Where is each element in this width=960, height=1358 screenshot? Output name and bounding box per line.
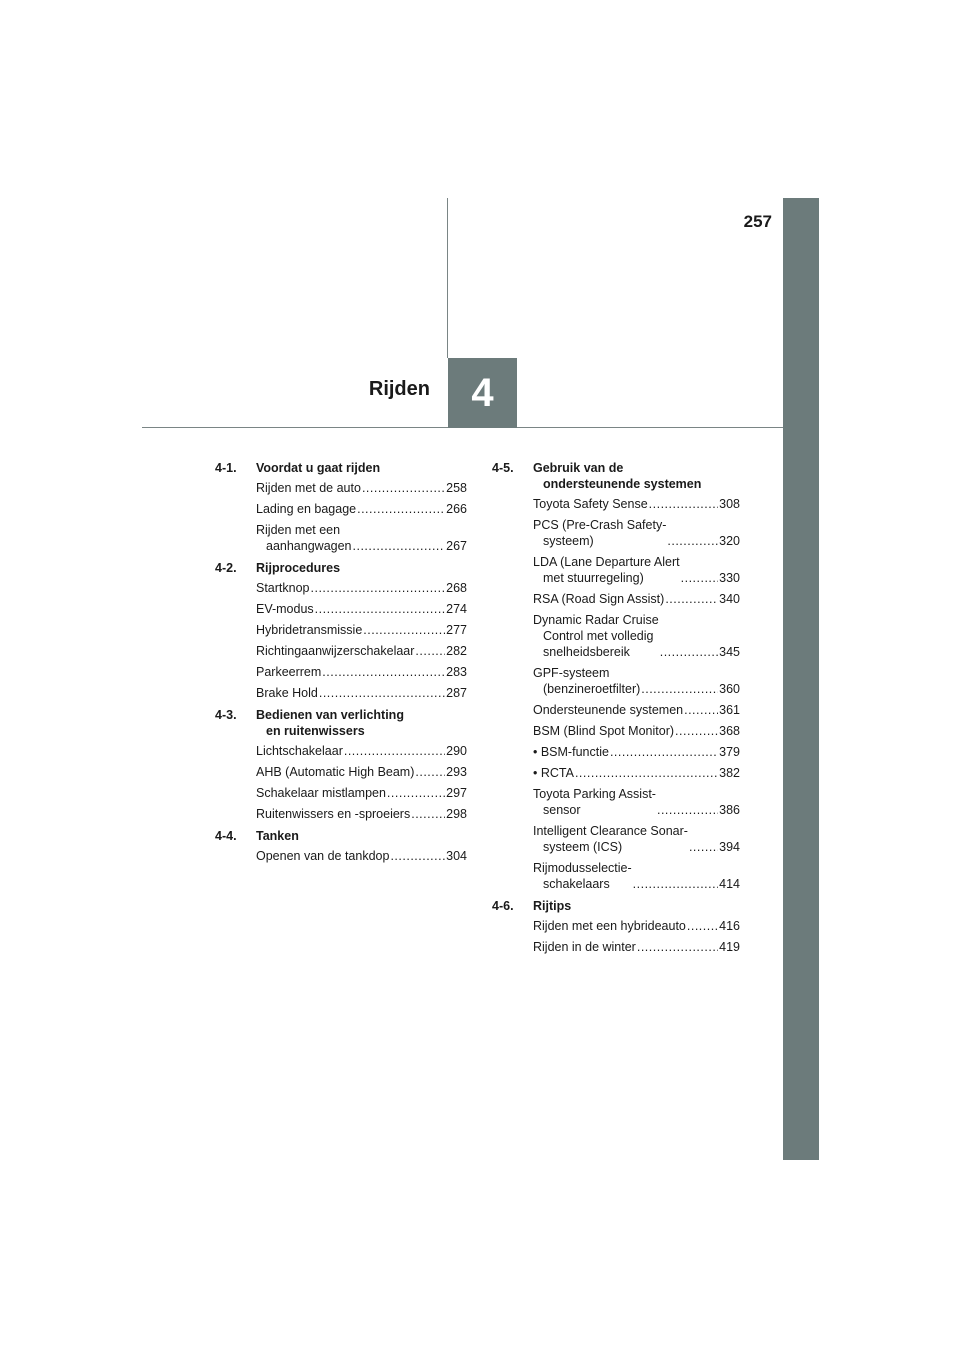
entry-text <box>533 517 666 549</box>
chapter-title: Rijden <box>368 378 430 400</box>
entry-text <box>533 554 680 586</box>
entry-text-line: Rijmodusselectie- <box>533 861 632 875</box>
entry-text <box>256 522 352 554</box>
entry-text-line: (benzineroetfilter) <box>543 682 641 696</box>
entry-text <box>533 496 648 512</box>
entry-page-number: 287 <box>446 686 467 700</box>
toc-entry[interactable] <box>256 501 467 517</box>
entry-text <box>533 612 659 660</box>
toc-entry[interactable] <box>533 786 740 818</box>
entry-text <box>256 685 318 701</box>
toc-section <box>215 828 467 864</box>
entry-text-line: Dynamic Radar Cruise <box>533 613 659 627</box>
entry-text-line: • BSM-functie <box>533 745 609 759</box>
entry-page-number: 379 <box>719 745 740 759</box>
dot-leader <box>357 501 445 517</box>
entry-page-number: 258 <box>446 481 467 495</box>
entry-text-line: Rijden in de winter <box>533 940 636 954</box>
dot-leader <box>319 685 445 701</box>
entry-page-number: 340 <box>719 592 740 606</box>
entry-text-line: LDA (Lane Departure Alert <box>533 555 680 569</box>
entry-text-line: AHB (Automatic High Beam) <box>256 765 415 779</box>
dot-leader <box>415 764 445 780</box>
entry-text <box>256 806 410 822</box>
entry-text <box>256 622 362 638</box>
entry-page-number: 290 <box>446 744 467 758</box>
entry-page-number: 304 <box>446 849 467 863</box>
entry-text-line: PCS (Pre-Crash Safety- <box>533 518 667 532</box>
section-number: 4-3. <box>215 708 237 722</box>
toc-column-right <box>492 460 740 961</box>
dot-leader <box>344 743 445 759</box>
dot-leader <box>637 939 718 955</box>
toc-entry[interactable] <box>256 685 467 701</box>
dot-leader <box>667 533 718 549</box>
entry-page-number: 283 <box>446 665 467 679</box>
entry-text <box>533 860 632 892</box>
entry-text <box>533 723 674 739</box>
dot-leader <box>610 744 718 760</box>
entry-page-number: 330 <box>719 571 740 585</box>
toc-entry[interactable] <box>533 860 740 892</box>
section-heading <box>215 828 467 844</box>
dot-leader <box>633 876 718 892</box>
entry-text-line: Startknop <box>256 581 310 595</box>
entry-text-line: systeem) <box>543 534 594 548</box>
entry-text-line: Lichtschakelaar <box>256 744 343 758</box>
entry-text <box>256 764 414 780</box>
entry-text-line: Rijden met de auto <box>256 481 361 495</box>
entry-page-number: 297 <box>446 786 467 800</box>
entry-page-number: 361 <box>719 703 740 717</box>
dot-leader <box>415 643 445 659</box>
chapter-number-box <box>448 358 517 428</box>
toc-entry[interactable] <box>256 480 467 496</box>
dot-leader <box>657 802 718 818</box>
dot-leader <box>641 681 718 697</box>
entry-text-line: Rijden met een hybrideauto <box>533 919 686 933</box>
toc-entry[interactable] <box>256 643 467 659</box>
entry-text-line: Openen van de tankdop <box>256 849 390 863</box>
dot-leader <box>387 785 445 801</box>
entry-text <box>533 702 683 718</box>
dot-leader <box>311 580 446 596</box>
toc-entry[interactable] <box>533 918 740 934</box>
section-number: 4-1. <box>215 461 237 475</box>
toc-entry[interactable] <box>533 765 740 781</box>
entry-text-line: Control met volledig <box>543 629 654 643</box>
entry-page-number: 360 <box>719 682 740 696</box>
entry-text-line: Toyota Safety Sense <box>533 497 648 511</box>
entry-page-number: 267 <box>446 539 467 553</box>
section-number: 4-6. <box>492 899 514 913</box>
vertical-divider <box>447 198 448 358</box>
toc-entry[interactable] <box>256 764 467 780</box>
entry-text-line: Parkeerrem <box>256 665 322 679</box>
toc-entry[interactable] <box>256 848 467 864</box>
section-title <box>256 828 467 844</box>
section-title-line: Rijprocedures <box>256 561 341 575</box>
toc-section <box>492 460 740 892</box>
entry-text-line: Brake Hold <box>256 686 318 700</box>
entry-text <box>256 501 356 517</box>
toc-entry[interactable] <box>256 580 467 596</box>
entry-page-number: 274 <box>446 602 467 616</box>
entry-text-line: systeem (ICS) <box>543 840 623 854</box>
dot-leader <box>363 622 445 638</box>
section-heading <box>492 898 740 914</box>
toc-section <box>215 460 467 554</box>
dot-leader <box>315 601 445 617</box>
section-title-line: ondersteunende systemen <box>543 477 702 491</box>
dot-leader <box>390 848 445 864</box>
toc-entry[interactable] <box>533 823 740 855</box>
dot-leader <box>660 644 718 660</box>
entry-page-number: 266 <box>446 502 467 516</box>
entry-page-number: 382 <box>719 766 740 780</box>
toc-entry[interactable] <box>256 743 467 759</box>
dot-leader <box>362 480 445 496</box>
toc-entry[interactable] <box>533 744 740 760</box>
dot-leader <box>681 570 719 586</box>
entry-text-line: Intelligent Clearance Sonar- <box>533 824 688 838</box>
toc-entry[interactable] <box>533 517 740 549</box>
entry-text-line: Rijden met een <box>256 523 341 537</box>
dot-leader <box>689 839 718 855</box>
entry-text <box>533 786 656 818</box>
dot-leader <box>411 806 445 822</box>
dot-leader <box>684 702 718 718</box>
entry-text-line: Ruitenwissers en -sproeiers <box>256 807 411 821</box>
entry-page-number: 368 <box>719 724 740 738</box>
entry-page-number: 394 <box>719 840 740 854</box>
entry-text-line: Lading en bagage <box>256 502 357 516</box>
entry-text <box>533 665 640 697</box>
dot-leader <box>675 723 718 739</box>
entry-page-number: 298 <box>446 807 467 821</box>
toc-entry[interactable] <box>533 612 740 660</box>
toc-entry[interactable] <box>256 522 467 554</box>
entry-text-line: sensor <box>543 803 581 817</box>
entry-page-number: 282 <box>446 644 467 658</box>
entry-text-line: schakelaars <box>543 877 610 891</box>
toc-section <box>215 707 467 822</box>
dot-leader <box>687 918 718 934</box>
section-heading <box>215 707 467 739</box>
entry-text-line: GPF-systeem <box>533 666 610 680</box>
section-number: 4-5. <box>492 461 514 475</box>
entry-text-line: • RCTA <box>533 766 574 780</box>
entry-text <box>533 918 686 934</box>
toc-entry[interactable] <box>533 496 740 512</box>
entry-page-number: 414 <box>719 877 740 891</box>
toc-entry[interactable] <box>533 591 740 607</box>
entry-page-number: 268 <box>446 581 467 595</box>
section-title-line: Voordat u gaat rijden <box>256 461 381 475</box>
chapter-side-tab <box>783 198 819 1160</box>
entry-page-number: 345 <box>719 645 740 659</box>
section-title <box>256 560 467 576</box>
entry-text <box>256 480 361 496</box>
chapter-number: 4 <box>471 370 494 415</box>
entry-text-line: aanhangwagen <box>266 539 352 553</box>
entry-text <box>533 744 609 760</box>
entry-page-number: 277 <box>446 623 467 637</box>
entry-page-number: 320 <box>719 534 740 548</box>
section-title-line: Rijtips <box>533 899 572 913</box>
entry-text-line: snelheidsbereik <box>543 645 630 659</box>
entry-text <box>256 664 321 680</box>
section-title-line: Gebruik van de <box>533 461 624 475</box>
toc-entry[interactable] <box>256 601 467 617</box>
section-title-line: en ruitenwissers <box>266 724 365 738</box>
page-number: 257 <box>743 212 772 231</box>
toc-column-left <box>215 460 467 870</box>
entry-text <box>256 743 343 759</box>
entry-text <box>256 580 310 596</box>
toc-entry[interactable] <box>533 702 740 718</box>
section-number: 4-2. <box>215 561 237 575</box>
entry-text <box>256 848 389 864</box>
entry-page-number: 308 <box>719 497 740 511</box>
toc-entry[interactable] <box>256 785 467 801</box>
section-number: 4-4. <box>215 829 237 843</box>
section-title <box>533 898 740 914</box>
entry-text <box>256 643 414 659</box>
section-title-line: Bedienen van verlichting <box>256 708 404 722</box>
entry-text-line: met stuurregeling) <box>543 571 644 585</box>
toc-section <box>492 898 740 955</box>
section-title-line: Tanken <box>256 829 299 843</box>
entry-text <box>533 591 664 607</box>
dot-leader <box>665 591 718 607</box>
entry-page-number: 386 <box>719 803 740 817</box>
toc-entry[interactable] <box>256 622 467 638</box>
entry-text-line: Toyota Parking Assist- <box>533 787 656 801</box>
dot-leader <box>575 765 718 781</box>
toc-entry[interactable] <box>533 939 740 955</box>
entry-text-line: Ondersteunende systemen <box>533 703 684 717</box>
section-heading <box>492 460 740 492</box>
entry-text-line: Hybridetransmissie <box>256 623 363 637</box>
entry-text-line: EV-modus <box>256 602 314 616</box>
entry-page-number: 416 <box>719 919 740 933</box>
entry-text-line: Richtingaanwijzerschakelaar <box>256 644 415 658</box>
entry-page-number: 293 <box>446 765 467 779</box>
toc-entry[interactable] <box>533 665 740 697</box>
section-title <box>256 460 467 476</box>
entry-text <box>533 823 688 855</box>
entry-text <box>256 601 314 617</box>
entry-text-line: Schakelaar mistlampen <box>256 786 386 800</box>
entry-text-line: RSA (Road Sign Assist) <box>533 592 665 606</box>
dot-leader <box>649 496 718 512</box>
entry-page-number: 419 <box>719 940 740 954</box>
section-heading <box>215 460 467 476</box>
entry-text <box>256 785 386 801</box>
toc-section <box>215 560 467 701</box>
entry-text-line: BSM (Blind Spot Monitor) <box>533 724 675 738</box>
dot-leader <box>322 664 445 680</box>
entry-text <box>533 939 636 955</box>
dot-leader <box>353 538 446 554</box>
toc-entry[interactable] <box>533 554 740 586</box>
toc-entry[interactable] <box>256 806 467 822</box>
toc-entry[interactable] <box>256 664 467 680</box>
entry-text <box>533 765 574 781</box>
section-title <box>256 707 467 739</box>
section-heading <box>215 560 467 576</box>
toc-entry[interactable] <box>533 723 740 739</box>
section-title <box>533 460 740 492</box>
